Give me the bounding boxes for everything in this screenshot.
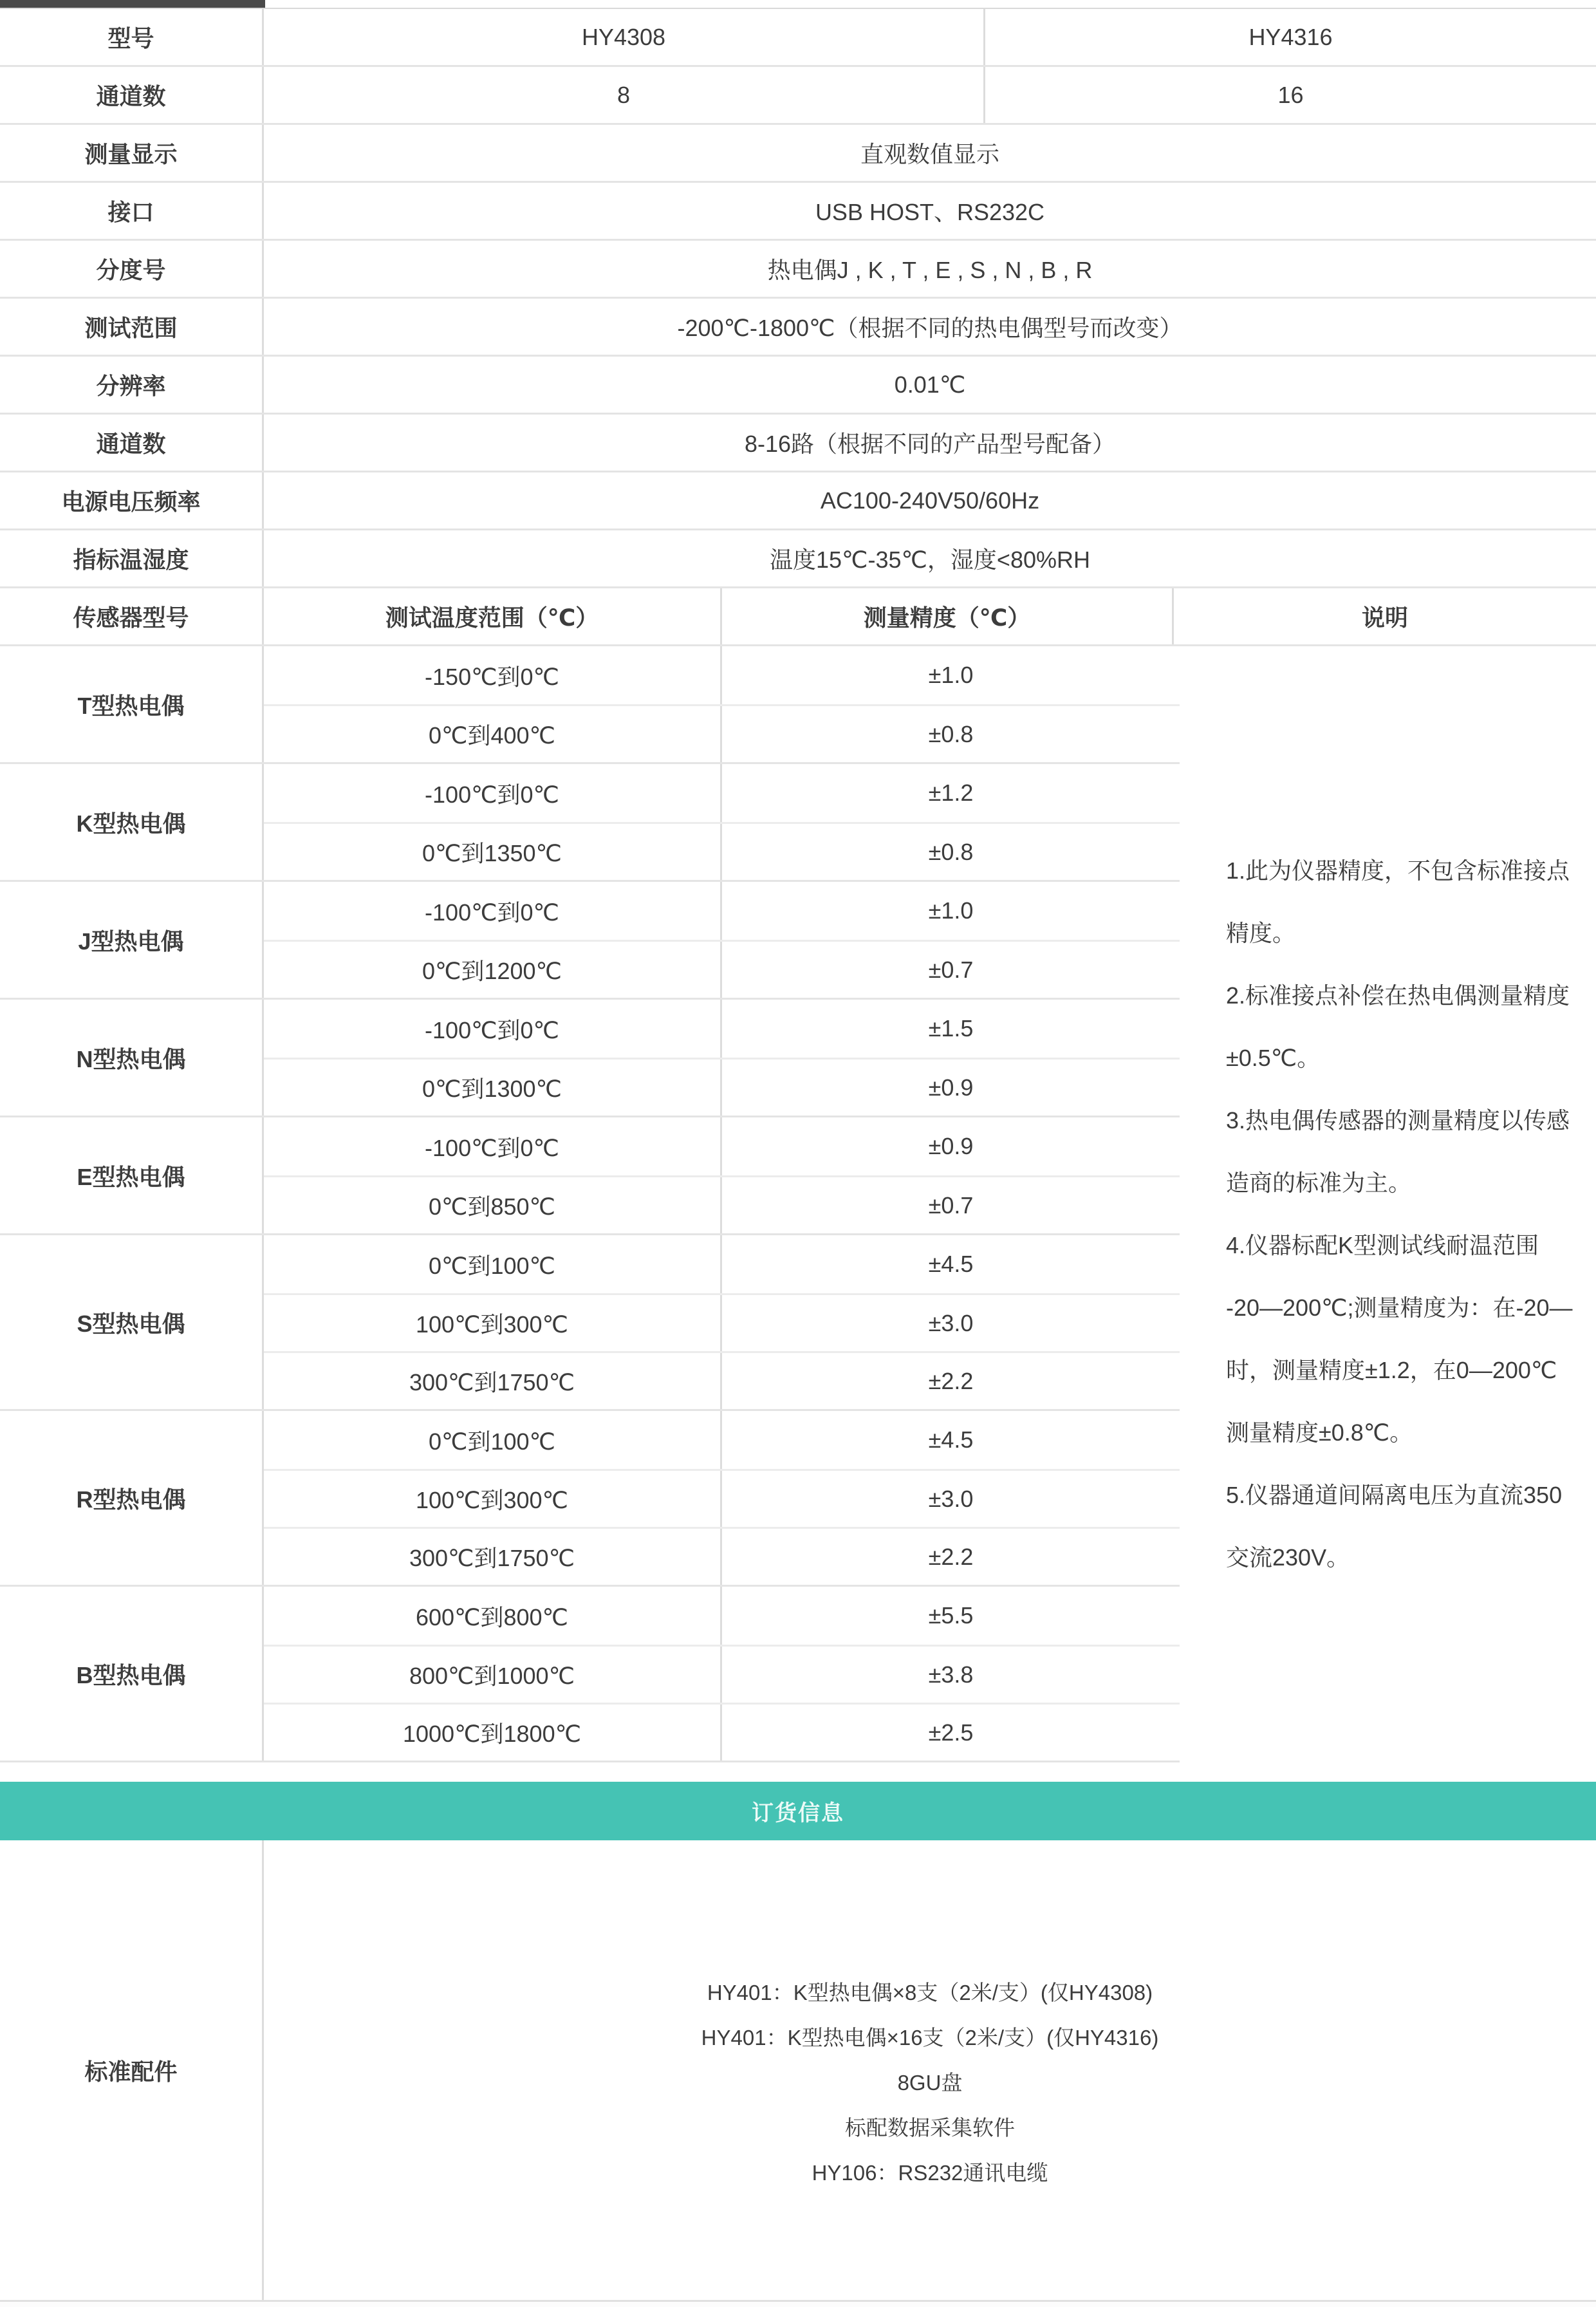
range-cell: 100℃到300℃ <box>264 1471 722 1527</box>
row-label: 分辨率 <box>0 357 264 413</box>
note-line: 3.热电偶传感器的测量精度以传感 <box>1226 1107 1570 1134</box>
accuracy-cell: ±0.8 <box>928 720 974 747</box>
table-row <box>264 1703 1180 1761</box>
table-row <box>264 1000 1180 1058</box>
row-label: 接口 <box>0 183 264 239</box>
sensor-type-header: 传感器型号 <box>0 588 264 644</box>
row-label: 通道数 <box>0 415 264 471</box>
accuracy-cell: ±0.7 <box>928 956 974 983</box>
accuracy-cell: ±2.2 <box>928 1543 974 1570</box>
table-row <box>0 472 1596 530</box>
order-info-banner <box>0 1782 1596 1840</box>
model-hy4308-cell: HY4308 <box>264 9 985 65</box>
table-row <box>264 1175 1180 1233</box>
row-value: AC100-240V50/60Hz <box>820 487 1040 514</box>
sensor-group-B <box>0 1587 1180 1762</box>
spec-table <box>0 9 1596 646</box>
table-row <box>264 1058 1180 1116</box>
range-cell: 0℃到850℃ <box>264 1177 722 1233</box>
accessory-line: HY401：K型热电偶×8支（2米/支）(仅HY4308) <box>707 1981 1153 2004</box>
sensor-group-S <box>0 1235 1180 1411</box>
sensor-name: N型热电偶 <box>0 1000 264 1116</box>
note-line: 5.仪器通道间隔离电压为直流350 <box>1226 1482 1563 1508</box>
table-row <box>0 67 1596 125</box>
row-label: 通道数 <box>0 67 264 123</box>
note-line: 测量精度±0.8℃。 <box>1226 1419 1413 1446</box>
table-row <box>264 1293 1180 1351</box>
channels-hy4316-cell: 16 <box>1277 81 1304 108</box>
accuracy-cell: ±1.2 <box>928 780 974 806</box>
table-row <box>264 1351 1180 1409</box>
table-row <box>264 1469 1180 1527</box>
accessory-line: HY401：K型热电偶×16支（2米/支）(仅HY4316) <box>701 2026 1159 2050</box>
accuracy-cell: ±0.9 <box>928 1074 974 1101</box>
range-cell: -100℃到0℃ <box>264 1117 722 1175</box>
range-cell: 0℃到100℃ <box>264 1235 722 1293</box>
notes-cell <box>1180 646 1596 1762</box>
bottom-whitespace <box>0 2302 1596 2307</box>
note-line: ±0.5℃。 <box>1226 1045 1321 1071</box>
sensor-group-R <box>0 1411 1180 1587</box>
table-row <box>264 1411 1180 1469</box>
range-cell: -100℃到0℃ <box>264 1000 722 1058</box>
accuracy-cell: ±4.5 <box>928 1426 974 1453</box>
range-cell: 600℃到800℃ <box>264 1587 722 1645</box>
row-label: 分度号 <box>0 241 264 297</box>
note-line: 交流230V。 <box>1226 1544 1350 1571</box>
row-value: 温度15℃-35℃，湿度<80%RH <box>769 546 1090 573</box>
accuracy-cell: ±5.5 <box>928 1602 974 1629</box>
accessory-line: HY106：RS232通讯电缆 <box>812 2161 1048 2185</box>
note-line: 精度。 <box>1226 920 1296 946</box>
range-cell: -100℃到0℃ <box>264 882 722 940</box>
row-value: USB HOST、RS232C <box>815 199 1045 225</box>
sensor-accuracy-table <box>0 646 1596 1762</box>
row-label: 型号 <box>0 9 264 65</box>
range-cell: 0℃到1300℃ <box>264 1060 722 1116</box>
sensor-group-N <box>0 1000 1180 1117</box>
table-row <box>264 1587 1180 1645</box>
sensor-group-E <box>0 1117 1180 1235</box>
accuracy-cell: ±0.7 <box>928 1191 974 1219</box>
accuracy-cell: ±4.5 <box>928 1251 974 1277</box>
row-value: 热电偶J , K , T , E , S , N , B , R <box>767 257 1093 283</box>
range-cell: 300℃到1750℃ <box>264 1353 722 1409</box>
top-cutoff-dark-segment <box>0 0 265 8</box>
accuracy-cell: ±2.2 <box>928 1367 974 1394</box>
note-line: 造商的标准为主。 <box>1226 1170 1412 1196</box>
range-cell: 1000℃到1800℃ <box>264 1705 722 1761</box>
accuracy-cell: ±3.0 <box>928 1485 974 1512</box>
test-range-header: 测试温度范围（℃） <box>264 588 722 644</box>
sensor-name: K型热电偶 <box>0 764 264 880</box>
note-line: 4.仪器标配K型测试线耐温范围 <box>1226 1232 1539 1258</box>
sensor-name: S型热电偶 <box>0 1235 264 1409</box>
table-row <box>264 882 1180 940</box>
sensor-name: T型热电偶 <box>0 646 264 762</box>
table-row <box>0 299 1596 357</box>
accessories-label: 标准配件 <box>0 1840 264 2300</box>
accuracy-cell: ±1.0 <box>928 662 974 688</box>
range-cell: 300℃到1750℃ <box>264 1529 722 1585</box>
row-value: -200℃-1800℃（根据不同的热电偶型号而改变） <box>677 315 1183 341</box>
row-label: 测试范围 <box>0 299 264 355</box>
note-line: -20—200℃;测量精度为：在-20— <box>1226 1294 1573 1321</box>
accessory-line: 8GU盘 <box>897 2071 963 2095</box>
table-row <box>0 530 1596 588</box>
accuracy-cell: ±0.9 <box>928 1133 974 1159</box>
accuracy-cell: ±2.5 <box>928 1719 974 1746</box>
table-row <box>264 704 1180 762</box>
range-cell: 800℃到1000℃ <box>264 1647 722 1703</box>
note-line: 2.标准接点补偿在热电偶测量精度 <box>1226 982 1570 1009</box>
table-row <box>0 241 1596 299</box>
range-cell: 0℃到1200℃ <box>264 942 722 998</box>
model-hy4316-cell: HY4316 <box>1248 23 1333 50</box>
table-row <box>264 646 1180 704</box>
table-row <box>264 1645 1180 1703</box>
table-row <box>0 183 1596 241</box>
table-row <box>0 9 1596 67</box>
row-label: 指标温湿度 <box>0 530 264 586</box>
table-row <box>264 1527 1180 1585</box>
row-value: 8-16路（根据不同的产品型号配备） <box>744 431 1116 457</box>
notes-header: 说明 <box>1361 604 1408 631</box>
row-value: 0.01℃ <box>894 371 966 398</box>
range-cell: -150℃到0℃ <box>264 646 722 704</box>
row-label: 测量显示 <box>0 125 264 181</box>
sensor-group-K <box>0 764 1180 882</box>
table-row <box>0 125 1596 183</box>
table-row <box>264 822 1180 880</box>
table-row <box>264 1235 1180 1293</box>
accuracy-cell: ±3.8 <box>928 1661 974 1688</box>
accessories-section <box>0 1840 1596 2302</box>
range-cell: -100℃到0℃ <box>264 764 722 822</box>
note-line: 时，测量精度±1.2，在0—200℃ <box>1226 1357 1557 1383</box>
sensor-name: J型热电偶 <box>0 882 264 998</box>
accessory-line: 标配数据采集软件 <box>845 2116 1015 2140</box>
table-row <box>264 764 1180 822</box>
sensor-group-T <box>0 646 1180 764</box>
range-cell: 0℃到1350℃ <box>264 824 722 880</box>
accuracy-cell: ±1.5 <box>928 1015 974 1041</box>
sensor-header-row <box>0 588 1596 646</box>
accuracy-cell: ±3.0 <box>928 1309 974 1336</box>
sensor-group-J <box>0 882 1180 1000</box>
note-line: 1.此为仪器精度，不包含标准接点 <box>1226 857 1570 884</box>
range-cell: 100℃到300℃ <box>264 1295 722 1351</box>
table-row <box>0 415 1596 472</box>
accuracy-cell: ±0.8 <box>928 838 974 865</box>
channels-hy4308-cell: 8 <box>264 67 985 123</box>
table-row <box>264 940 1180 998</box>
order-info-title: 订货信息 <box>752 1801 844 1826</box>
sensor-name: B型热电偶 <box>0 1587 264 1761</box>
table-row <box>0 357 1596 415</box>
row-value: 直观数值显示 <box>860 141 999 167</box>
top-cutoff-strip <box>0 0 1596 9</box>
accuracy-header: 测量精度（℃） <box>722 588 1174 644</box>
accessories-list <box>264 1840 1596 2300</box>
range-cell: 0℃到100℃ <box>264 1411 722 1469</box>
table-row <box>264 1117 1180 1175</box>
sensor-name: R型热电偶 <box>0 1411 264 1585</box>
accuracy-cell: ±1.0 <box>928 897 974 924</box>
sensor-name: E型热电偶 <box>0 1117 264 1233</box>
range-cell: 0℃到400℃ <box>264 706 722 762</box>
row-label: 电源电压频率 <box>0 472 264 528</box>
